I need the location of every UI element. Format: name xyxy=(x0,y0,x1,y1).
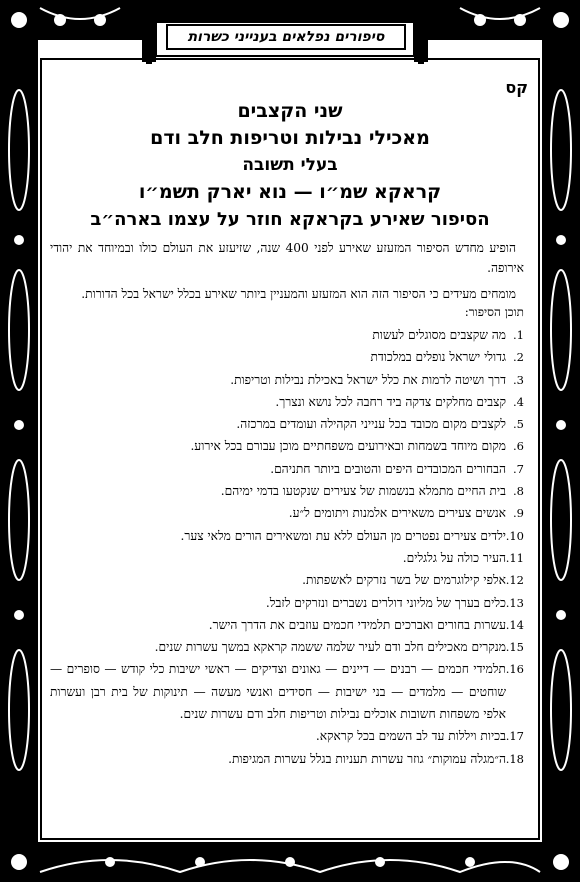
intro-paragraph: מומחים מעידים כי הסיפור הזה הוא המזעזע והמעניין ביותר שאירע בכלל ישראל בכל הדורות. xyxy=(81,287,516,301)
contents-item xyxy=(50,346,524,368)
item-number: 4. xyxy=(513,394,524,409)
contents-item xyxy=(50,725,524,747)
contents-item xyxy=(50,369,524,391)
item-number: 16. xyxy=(505,662,524,677)
contents-item xyxy=(50,569,524,591)
subtitle-3: קראקא שמ״ו — נוא יארק תשמ״ו xyxy=(138,181,442,203)
contents-item xyxy=(50,458,524,480)
item-text: לקצבים מקום מכובד בכל ענייני הקהילה ועומדים במרכזה. xyxy=(236,417,506,432)
contents-item xyxy=(50,658,524,725)
item-text: בית החיים מתמלא בנשמות של צעירים שנקטעו בדמי ימיהם. xyxy=(220,484,506,499)
main-title: שני הקצבים xyxy=(237,100,343,122)
page-number: קס xyxy=(505,78,528,97)
item-number: 2. xyxy=(513,350,524,365)
title-block xyxy=(50,98,530,233)
intro-paragraph: הופיע מחדש הסיפור המזעזע שאירע לפני 400 שנה, שזיעזע את העולם כולו ובמיוחד את יהודי אירופה. xyxy=(50,241,524,275)
item-text: דרך ושיטה לרמות את כלל ישראל באכילת נבילות וטריפות. xyxy=(230,372,506,387)
item-text: ה״מגלה עמוקות״ גוזר עשרות תעניות בגלל עשרות המגיפות. xyxy=(228,751,506,766)
item-text: מנקרים מאכילים חלב ודם לעיר שלמה ששמה קראקא במשך עשרות שנים. xyxy=(154,640,506,655)
item-number: 9. xyxy=(513,506,524,521)
item-text: תלמידי חכמים — רבנים — דיינים — גאונים וצדיקים — ראשי ישיבות כלי קודש — סופרים — שוחטים — מלמדים — בני ישיבות — חסידים ואנשי מעשה — תינוקות של בית רבן ועשרות אלפי משפחות חשובות אוכלים נבילות וטריפות חלב ודם עשרות שנים. xyxy=(50,662,506,722)
decorative-frame-bottom xyxy=(0,842,580,882)
item-number: 3. xyxy=(513,372,524,387)
item-number: 14. xyxy=(505,617,524,632)
subtitle-1: מאכילי נבילות וטריפות חלב ודם xyxy=(150,127,430,149)
contents-item xyxy=(50,413,524,435)
contents-item xyxy=(50,547,524,569)
contents-item xyxy=(50,324,524,346)
item-number: 10. xyxy=(505,528,524,543)
contents-item xyxy=(50,502,524,524)
article-body xyxy=(50,238,524,770)
item-number: 7. xyxy=(513,461,524,476)
contents-item xyxy=(50,480,524,502)
contents-item xyxy=(50,391,524,413)
item-number: 18. xyxy=(505,751,524,766)
subtitle-4: הסיפור שאירע בקראקא חוזר על עצמו בארה״ב xyxy=(90,209,490,230)
contents-list xyxy=(50,324,524,770)
item-text: מה שקצבים מסוגלים לעשות xyxy=(372,328,506,342)
item-text: קצבים מחלקים צדקה ביד רחבה לכל נושא ונצרך. xyxy=(275,394,506,409)
item-number: 8. xyxy=(513,484,524,499)
item-text: ילדים צעירים נפטרים מן העולם ללא עת ומשאירים הורים מלאי צער. xyxy=(180,528,506,543)
contents-item xyxy=(50,614,524,636)
item-text: בכיות ויללות עד לב השמים בכל קראקא. xyxy=(315,729,506,744)
item-text: הבחורים המכובדים היפים והטובים ביותר חתניהם. xyxy=(270,461,506,476)
item-text: העיר כולה על גלגלים. xyxy=(402,550,506,565)
item-number: 13. xyxy=(505,595,524,610)
contents-label: תוכן הסיפור: xyxy=(464,305,524,319)
item-text: עשרות בחורים ואברכים תלמידי חכמים עוזבים את הדרך הישר. xyxy=(208,617,506,632)
item-number: 6. xyxy=(513,439,524,454)
contents-item xyxy=(50,525,524,547)
decorative-frame-left xyxy=(0,0,38,882)
item-number: 1. xyxy=(513,328,524,342)
item-text: אנשים צעירים משאירים אלמנות ויתומים ל״ע. xyxy=(288,506,506,521)
contents-item xyxy=(50,592,524,614)
item-number: 5. xyxy=(513,417,524,432)
item-number: 12. xyxy=(505,573,524,588)
item-number: 15. xyxy=(505,640,524,655)
item-text: כלים בערך של מליוני דולרים נשברים ונזרקים לזבל. xyxy=(265,595,506,610)
decorative-frame-right xyxy=(542,0,580,882)
contents-item xyxy=(50,748,524,770)
contents-item xyxy=(50,636,524,658)
subtitle-2: בעלי תשובה xyxy=(242,155,338,175)
banner-title: סיפורים נפלאים בענייני כשרות xyxy=(166,24,406,50)
item-text: גדולי ישראל נופלים במלכודת xyxy=(370,350,506,365)
contents-item xyxy=(50,435,524,457)
item-number: 11. xyxy=(505,550,524,565)
item-text: אלפי קילוגרמים של בשר נזרקים לאשפתות. xyxy=(302,573,506,588)
item-number: 17. xyxy=(505,729,524,744)
item-text: מקום מיוחד בשמחות ובאירועים משפחתיים מוכן עבורם בכל אירוע. xyxy=(190,439,506,454)
